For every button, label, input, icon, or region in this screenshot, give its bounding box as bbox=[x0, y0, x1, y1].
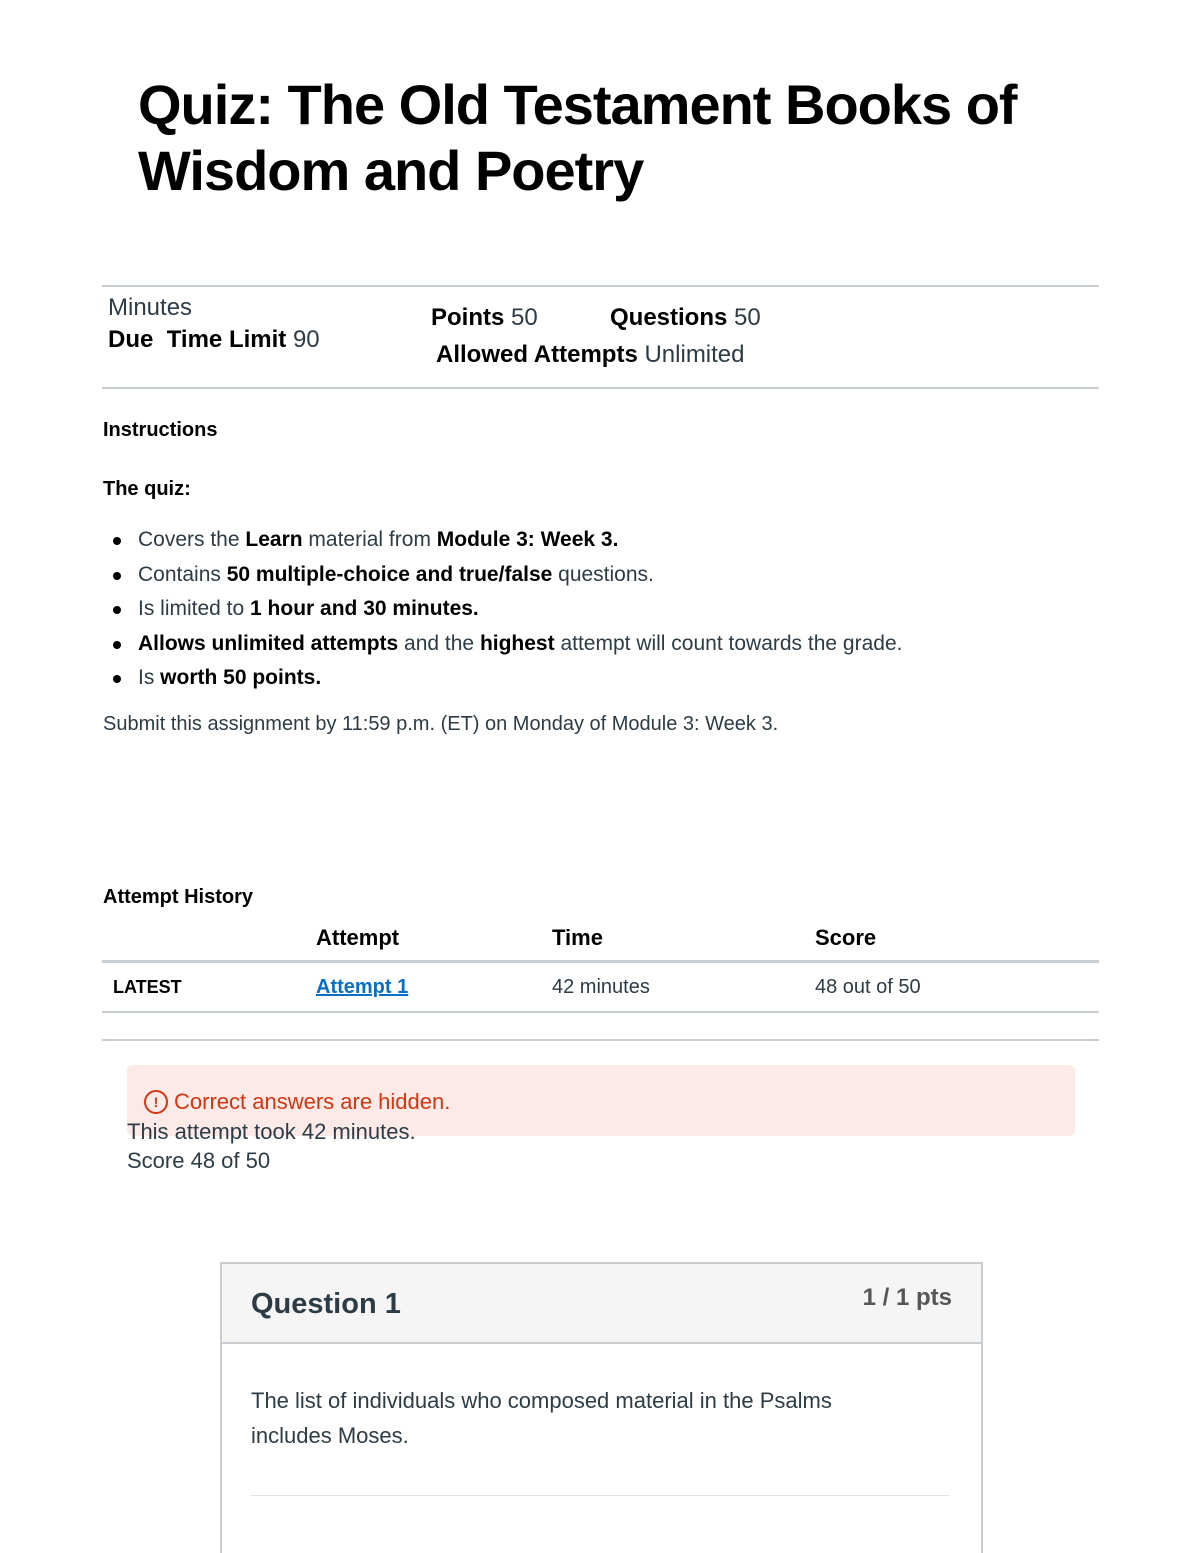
attempt-score: Score 48 of 50 bbox=[127, 1148, 271, 1173]
score-cell: 48 out of 50 bbox=[815, 962, 1099, 1013]
question-divider bbox=[251, 1495, 949, 1496]
due-label: Due bbox=[108, 326, 154, 353]
question-header bbox=[222, 1264, 981, 1344]
column-header: Score bbox=[815, 916, 1099, 962]
list-item: Contains 50 multiple-choice and true/false questions. bbox=[110, 560, 902, 595]
table-row bbox=[102, 962, 1099, 1013]
details-bottom-divider bbox=[102, 387, 1099, 389]
warning-icon: ! bbox=[144, 1090, 168, 1114]
attempt-history-heading: Attempt History bbox=[103, 886, 254, 908]
column-header: Attempt bbox=[305, 916, 552, 962]
list-item: Is limited to 1 hour and 30 minutes. bbox=[110, 594, 902, 629]
list-item: Covers the Learn material from Module 3: Week 3. bbox=[110, 525, 902, 560]
attempts-value: Unlimited bbox=[644, 341, 745, 368]
time-cell: 42 minutes bbox=[552, 962, 815, 1013]
attempt-duration: This attempt took 42 minutes. bbox=[127, 1119, 416, 1144]
alert-text: Correct answers are hidden. bbox=[174, 1089, 451, 1114]
minutes-label: Minutes bbox=[108, 294, 193, 321]
submit-note: Submit this assignment by 11:59 p.m. (ET) on Monday of Module 3: Week 3. bbox=[103, 713, 779, 735]
attempt-1-link[interactable]: Attempt 1 bbox=[316, 975, 409, 998]
instructions-list bbox=[110, 525, 902, 698]
instructions-intro: The quiz: bbox=[103, 478, 191, 500]
details-top-divider bbox=[102, 285, 1099, 287]
list-item: Allows unlimited attempts and the highest attempt will count towards the grade. bbox=[110, 629, 902, 664]
due-time-limit bbox=[108, 326, 320, 354]
question-text: The list of individuals who composed material in the Psalms includes Moses. bbox=[251, 1388, 832, 1448]
questions-label: Questions bbox=[610, 304, 728, 331]
attempts-detail bbox=[436, 341, 745, 369]
column-header: Time bbox=[552, 916, 815, 962]
attempts-label: Allowed Attempts bbox=[436, 341, 638, 368]
page-title: Quiz: The Old Testament Books of Wisdom and Poetry bbox=[138, 73, 1017, 202]
list-item: Is worth 50 points. bbox=[110, 663, 902, 698]
question-card bbox=[220, 1262, 983, 1553]
question-points: 1 / 1 pts bbox=[862, 1284, 952, 1311]
latest-badge: LATEST bbox=[102, 962, 305, 1013]
question-title: Question 1 bbox=[251, 1288, 401, 1320]
attempt-history-table bbox=[102, 916, 1099, 1013]
points-value: 50 bbox=[511, 304, 538, 331]
column-header bbox=[102, 916, 305, 962]
questions-value: 50 bbox=[734, 304, 761, 331]
points-label: Points bbox=[431, 304, 505, 331]
instructions-heading: Instructions bbox=[103, 419, 218, 441]
time-limit-value: 90 bbox=[292, 326, 320, 353]
table-header-row bbox=[102, 916, 1099, 962]
questions-detail bbox=[610, 304, 761, 332]
points-detail bbox=[431, 304, 538, 332]
history-bottom-divider bbox=[102, 1039, 1099, 1041]
attempt-cell bbox=[305, 962, 552, 1013]
time-limit-label: Time Limit bbox=[166, 326, 287, 353]
